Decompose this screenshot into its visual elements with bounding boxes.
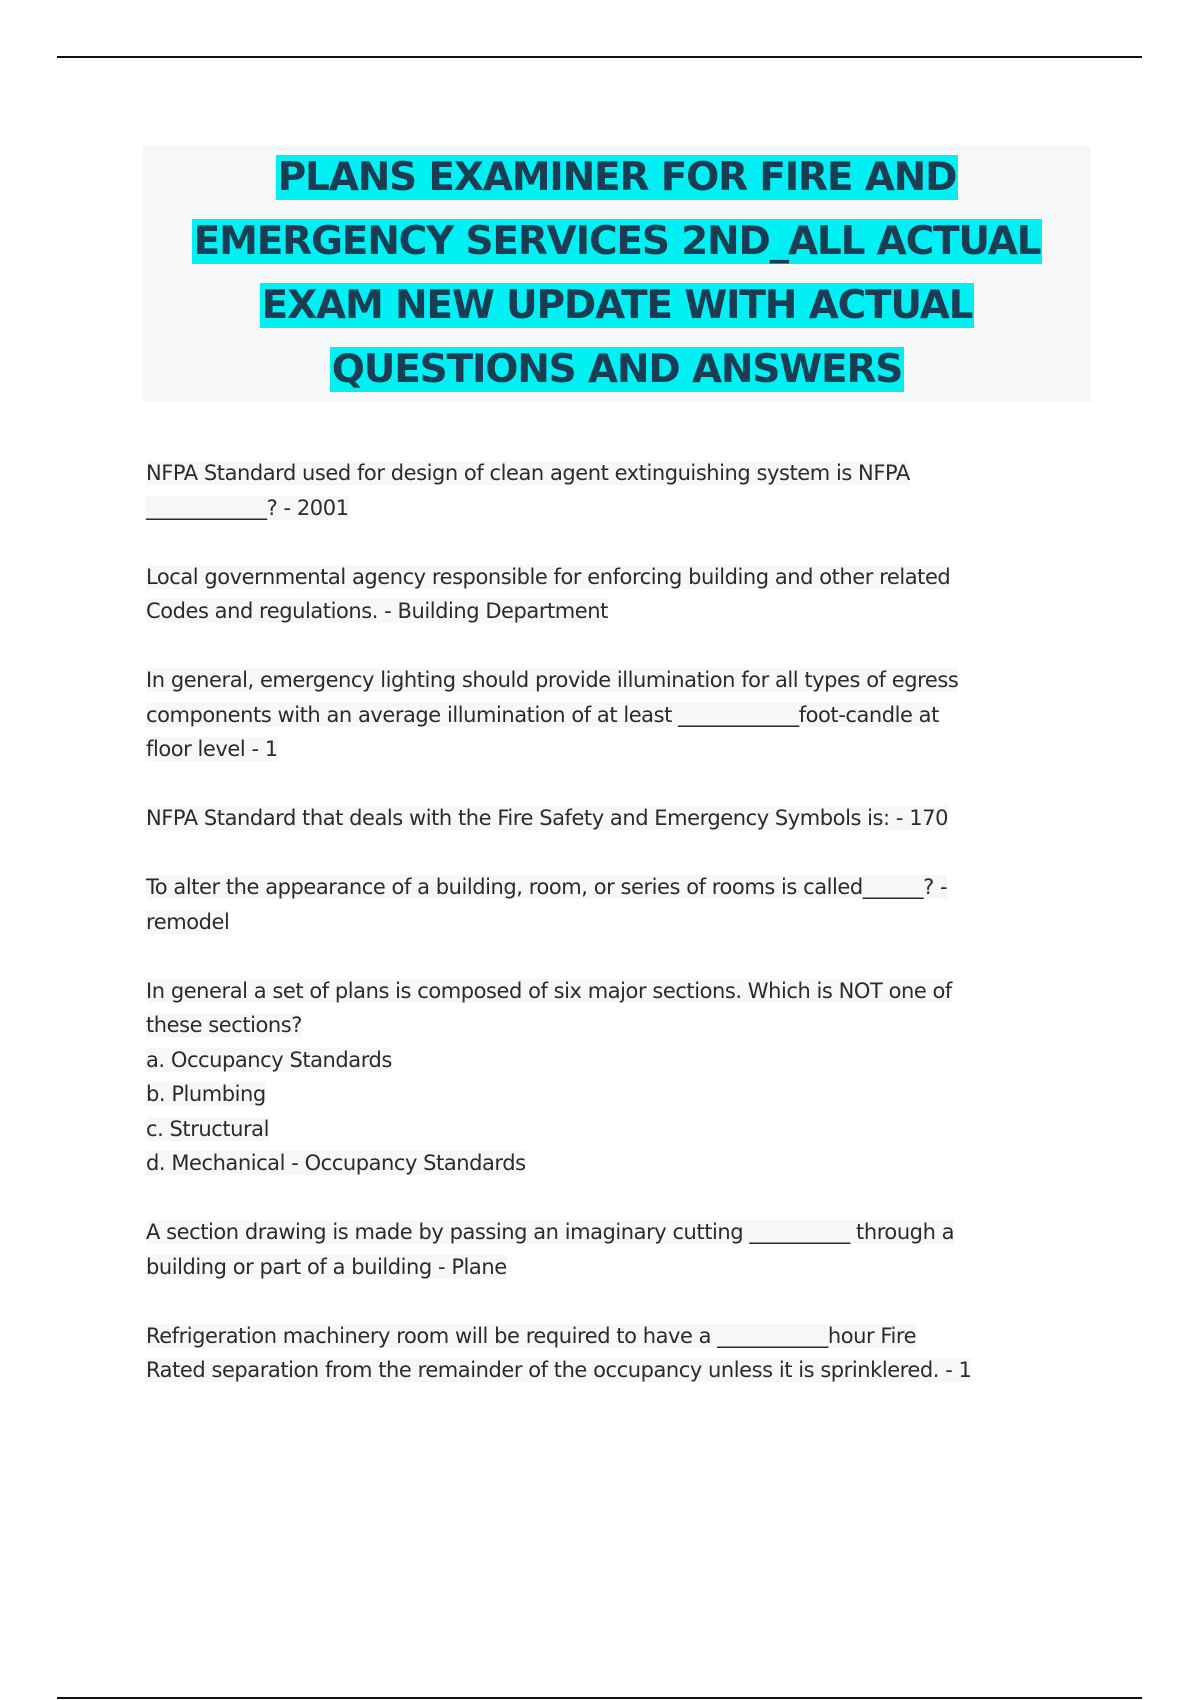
title-line: EXAM NEW UPDATE WITH ACTUAL (261, 283, 973, 328)
title-line: PLANS EXAMINER FOR FIRE AND (277, 155, 957, 200)
qa-text-line: NFPA Standard used for design of clean agent extinguishing system is NFPA (146, 461, 910, 485)
qa-item (146, 663, 1086, 767)
qa-item (146, 870, 1086, 939)
qa-text-line: Rated separation from the remainder of the occupancy unless it is sprinklered. - 1 (146, 1358, 972, 1382)
qa-text-line: remodel (146, 909, 230, 934)
qa-text-line: these sections? (146, 1013, 302, 1037)
qa-list (146, 456, 1086, 1422)
qa-option-line: a. Occupancy Standards (146, 1047, 392, 1072)
qa-text-line: NFPA Standard that deals with the Fire Safety and Emergency Symbols is: - 170 (146, 806, 948, 830)
qa-option-line: b. Plumbing (146, 1082, 266, 1106)
qa-text-line: ____________? - 2001 (146, 495, 349, 520)
qa-item (146, 1319, 1086, 1388)
title-block (143, 146, 1091, 402)
document-title (192, 146, 1043, 402)
qa-option-line: d. Mechanical - Occupancy Standards (146, 1151, 526, 1175)
qa-text-line: components with an average illumination of at least ____________foot-candle at (146, 702, 939, 727)
qa-text-line: Local governmental agency responsible for enforcing building and other related (146, 564, 951, 589)
qa-text-line: Codes and regulations. - Building Department (146, 599, 608, 623)
title-line: QUESTIONS AND ANSWERS (331, 347, 903, 392)
qa-item (146, 560, 1086, 629)
qa-text-line: A section drawing is made by passing an imaginary cutting __________ through a (146, 1220, 955, 1244)
bottom-rule (57, 1697, 1142, 1699)
qa-item (146, 974, 1086, 1181)
qa-text-line: building or part of a building - Plane (146, 1254, 507, 1279)
qa-text-line: To alter the appearance of a building, room, or series of rooms is called______? - (146, 875, 948, 899)
qa-item (146, 1215, 1086, 1284)
qa-text-line: In general a set of plans is composed of six major sections. Which is NOT one of (146, 978, 952, 1003)
title-line: EMERGENCY SERVICES 2ND_ALL ACTUAL (193, 219, 1041, 264)
top-rule (57, 56, 1142, 58)
qa-item (146, 801, 1086, 836)
qa-item (146, 456, 1086, 525)
qa-text-line: Refrigeration machinery room will be required to have a ___________hour Fire (146, 1323, 917, 1348)
qa-text-line: In general, emergency lighting should provide illumination for all types of egress (146, 668, 959, 692)
qa-option-line: c. Structural (146, 1116, 269, 1141)
qa-text-line: floor level - 1 (146, 737, 278, 761)
